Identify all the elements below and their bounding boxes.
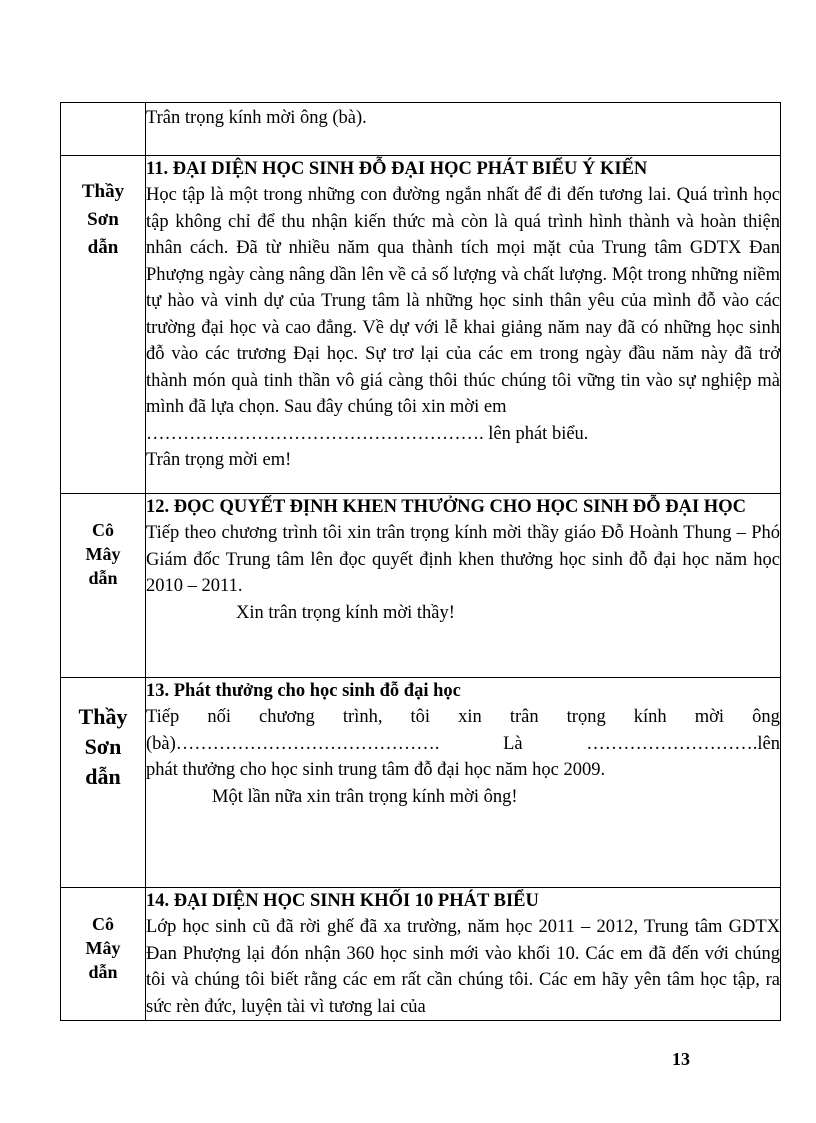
- section-body: Học tập là một trong những con đường ngắn nhất để đi đến tương lai. Quá trình học tập không chỉ để thu nhận kiến thức mà còn là quá trình hình thành và hoàn thiện nhân cách. Đã từ nhiều năm qua thành tích mọi mặt của Trung tâm GDTX Đan Phượng ngày càng nâng dần lên về cả số lượng và chất lượng. Một trong những niềm tự hào và vinh dự của Trung tâm là những học sinh thân yêu của mình đỗ vào các trường đại học và cao đẳng. Về dự với lễ khai giảng năm nay đã có những học sinh đỗ vào các trương Đại học. Sự trơ lại của các em trong ngày đầu năm này đã trở thành món quà tinh thần vô giá càng thôi thúc chúng tôi vững tin vào sự nghiệp mà mình đã lựa chọn. Sau đây chúng tôi xin mời em: [146, 185, 780, 417]
- section-heading: 14. ĐẠI DIỆN HỌC SINH KHỐI 10 PHÁT BIỂU: [146, 891, 539, 911]
- speaker-name-line: dẫn: [88, 568, 118, 588]
- word: trọng: [566, 707, 606, 727]
- speaker-name-line: dẫn: [88, 962, 118, 982]
- closing-line: Một lần nữa xin trân trọng kính mời ông!: [212, 786, 518, 807]
- word: trình,: [342, 707, 383, 727]
- word: chương: [259, 707, 315, 727]
- word: kính: [633, 707, 667, 727]
- word: xin: [458, 707, 482, 727]
- content-cell: [146, 888, 781, 1021]
- speaker-name-line: Sơn: [84, 734, 122, 759]
- script-row-11: [61, 156, 781, 494]
- speaker-name-line: Sơn: [87, 209, 119, 230]
- speaker-name-line: dẫn: [85, 764, 121, 789]
- word: nối: [207, 707, 231, 727]
- speaker-name-line: dẫn: [87, 237, 119, 258]
- content-cell: [146, 103, 781, 156]
- program-script-table: [60, 102, 781, 1021]
- content-cell: [146, 156, 781, 494]
- script-row-intro: [61, 103, 781, 156]
- fill-part: ……………………….lên: [586, 733, 780, 754]
- speaker-cell-empty: [61, 103, 146, 156]
- closing-line: Trân trọng mời em!: [146, 450, 292, 470]
- speaker-cell: [61, 678, 146, 888]
- dotted-fill-line: ………………………………………………. lên phát biểu.: [146, 423, 589, 444]
- award-line: phát thưởng cho học sinh trung tâm đỗ đại học năm học 2009.: [146, 760, 606, 780]
- word: ông: [752, 707, 780, 727]
- speaker-cell: [61, 494, 146, 678]
- script-row-14: [61, 888, 781, 1021]
- spread-line-1: [146, 704, 780, 731]
- page-number: 13: [672, 1049, 690, 1069]
- script-row-13: [61, 678, 781, 888]
- section-heading: 12. ĐỌC QUYẾT ĐỊNH KHEN THƯỞNG CHO HỌC SINH ĐỖ ĐẠI HỌC: [146, 497, 746, 517]
- word: Tiếp: [146, 707, 180, 727]
- word: trân: [509, 707, 539, 727]
- speaker-name-line: Thầy: [81, 181, 125, 202]
- speaker-name-line: Thầy: [78, 704, 128, 729]
- section-heading: 11. ĐẠI DIỆN HỌC SINH ĐỖ ĐẠI HỌC PHÁT BIỂU Ý KIẾN: [146, 159, 648, 179]
- fill-part: (bà)…………………………………….: [146, 733, 440, 754]
- section-heading: 13. Phát thưởng cho học sinh đỗ đại học: [146, 681, 461, 701]
- script-row-12: [61, 494, 781, 678]
- section-body: Tiếp theo chương trình tôi xin trân trọng kính mời thầy giáo Đỗ Hoành Thung – Phó Giám đốc Trung tâm lên đọc quyết định khen thưởng học sinh đỗ đại học năm học 2010 – 2011.: [146, 523, 780, 596]
- spread-line-2: [146, 731, 780, 758]
- word: tôi: [410, 707, 431, 727]
- speaker-name-line: Cô: [92, 914, 114, 934]
- speaker-name-line: Cô: [92, 520, 114, 540]
- word: mời: [694, 707, 725, 727]
- closing-line: Xin trân trọng kính mời thầy!: [236, 602, 455, 623]
- speaker-cell: [61, 888, 146, 1021]
- speaker-name-line: Mây: [85, 938, 121, 958]
- content-cell: [146, 678, 781, 888]
- speaker-name-line: Mây: [85, 544, 121, 564]
- content-cell: [146, 494, 781, 678]
- section-body: Lớp học sinh cũ đã rời ghế đã xa trường, năm học 2011 – 2012, Trung tâm GDTX Đan Phượng lại đón nhận 360 học sinh mới vào khối 10. Các em đã đến với chúng tôi và chúng tôi biết rằng các em rất cần chúng tôi. Các em hãy yên tâm học tập, ra sức rèn đức, luyện tài vì tương lai của: [146, 917, 780, 1017]
- invitation-line: Trân trọng kính mời ông (bà).: [146, 108, 367, 128]
- fill-part: Là: [503, 733, 523, 754]
- speaker-cell: [61, 156, 146, 494]
